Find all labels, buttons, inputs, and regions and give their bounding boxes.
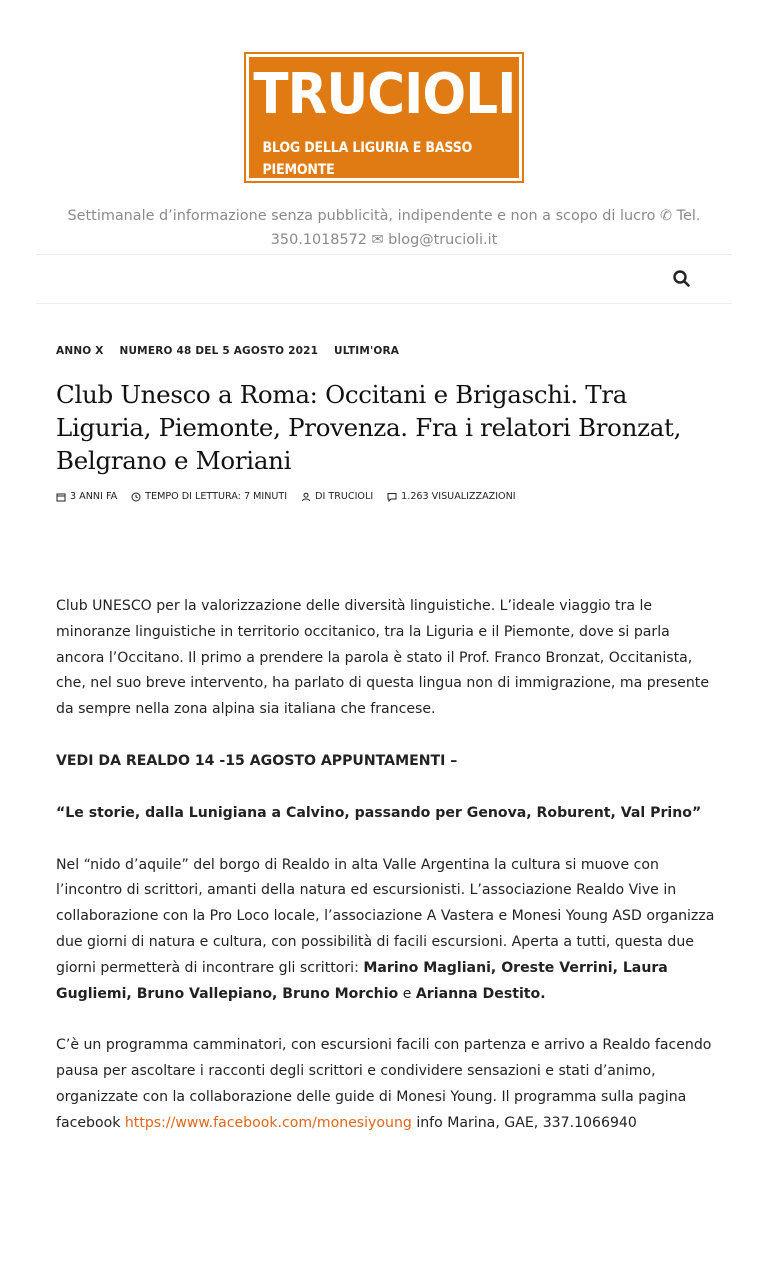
clock-icon [131, 492, 141, 502]
site-tagline [40, 204, 728, 252]
paragraph-text: C’è un programma camminatori, con escursioni facili con partenza e arrivo a Realdo facendo pausa per ascoltare i racconti degli scrittori e condividere sensazioni e stati d’animo, organizzate con la collaborazione delle guide di Monesi Young. Il programma sulla pagina facebook [56, 1037, 712, 1131]
meta-date-text: 3 ANNI FA [70, 491, 118, 502]
tagline-phone: 350.1018572 [270, 232, 367, 248]
phone-icon: ✆ [660, 208, 673, 224]
comment-icon [387, 492, 397, 502]
meta-author-text[interactable]: DI TRUCIOLI [315, 491, 374, 502]
paragraph [56, 1033, 720, 1136]
search-icon [672, 269, 692, 289]
category-link[interactable]: NUMERO 48 DEL 5 AGOSTO 2021 [119, 345, 319, 357]
paragraph: Club UNESCO per la valorizzazione delle diversità linguistiche. L’ideale viaggio tra le minoranze linguistiche in territorio occitanico, tra la Liguria e il Piemonte, dove si parla ancora l’Occitano. Il primo a prendere la parola è stato il Prof. Franco Bronzat, Occitanista, che, nel suo breve intervento, ha parlato di questa lingua non di immigrazione, ma presente da sempre nella zona alpina sia italiana che francese. [56, 598, 709, 718]
category-link[interactable]: ULTIM'ORA [333, 345, 400, 357]
search-button[interactable] [672, 269, 692, 289]
paragraph-text: Nel “nido d’aquile” del borgo di Realdo in alta Valle Argentina la cultura si muove con l’incontro di scrittori, amanti della natura ed escursionisti. L’associazione Realdo Vive in collaborazione con la Pro Loco locale, l’associazione A Vastera e Monesi Young ASD organizza due giorni di natura e cultura, con possibilità di facili escursioni. Aperta a tutti, questa due giorni permetterà di incontrare gli scrittori: [56, 856, 715, 976]
meta-reading-time-text: TEMPO DI LETTURA: 7 MINUTI [145, 491, 288, 502]
meta-views-text: 1.263 VISUALIZZAZIONI [401, 491, 516, 502]
subheading-text: VEDI DA REALDO 14 -15 AGOSTO APPUNTAMENTI – [56, 752, 458, 769]
category-link[interactable]: ANNO X [56, 345, 104, 357]
meta-reading-time [131, 491, 287, 502]
paragraph-text: info Marina, GAE, 337.1066940 [416, 1114, 637, 1131]
nav-bar [36, 254, 732, 304]
meta-views [387, 491, 515, 502]
paragraph [56, 853, 720, 1008]
envelope-icon: ✉ [371, 232, 384, 248]
article-meta [56, 491, 516, 502]
logo-title: TRUCIOLI [252, 62, 516, 127]
writer-name-last: Arianna Destito. [415, 985, 546, 1002]
writers-names: Marino Magliani, Oreste Verrini, Laura Gugliemi, Bruno Vallepiano, Bruno Morchio [56, 959, 668, 1002]
conjunction: e [402, 985, 412, 1002]
tagline-text: Settimanale d’informazione senza pubblicità, indipendente e non a scopo di lucro [67, 208, 656, 224]
subheading [56, 801, 720, 827]
subheading-text: “Le storie, dalla Lunigiana a Calvino, passando per Genova, Roburent, Val Prino” [56, 804, 702, 821]
article-body [56, 594, 720, 1163]
article-categories [56, 345, 411, 357]
article-title: Club Unesco a Roma: Occitani e Brigaschi. Tra Liguria, Piemonte, Provenza. Fra i relatori Bronzat, Belgrano e Moriani [56, 380, 682, 475]
logo-subtitle: BLOG DELLA LIGURIA E BASSO PIEMONTE [262, 140, 473, 178]
meta-author[interactable] [301, 491, 373, 502]
tagline-email[interactable]: blog@trucioli.it [388, 232, 498, 248]
site-logo[interactable] [244, 52, 524, 183]
facebook-link[interactable]: https://www.facebook.com/monesiyoung [124, 1114, 412, 1131]
tagline-tel-label: Tel. [676, 208, 701, 224]
subheading [56, 749, 720, 775]
meta-date [56, 491, 117, 502]
user-icon [301, 492, 311, 502]
calendar-icon [56, 492, 66, 502]
